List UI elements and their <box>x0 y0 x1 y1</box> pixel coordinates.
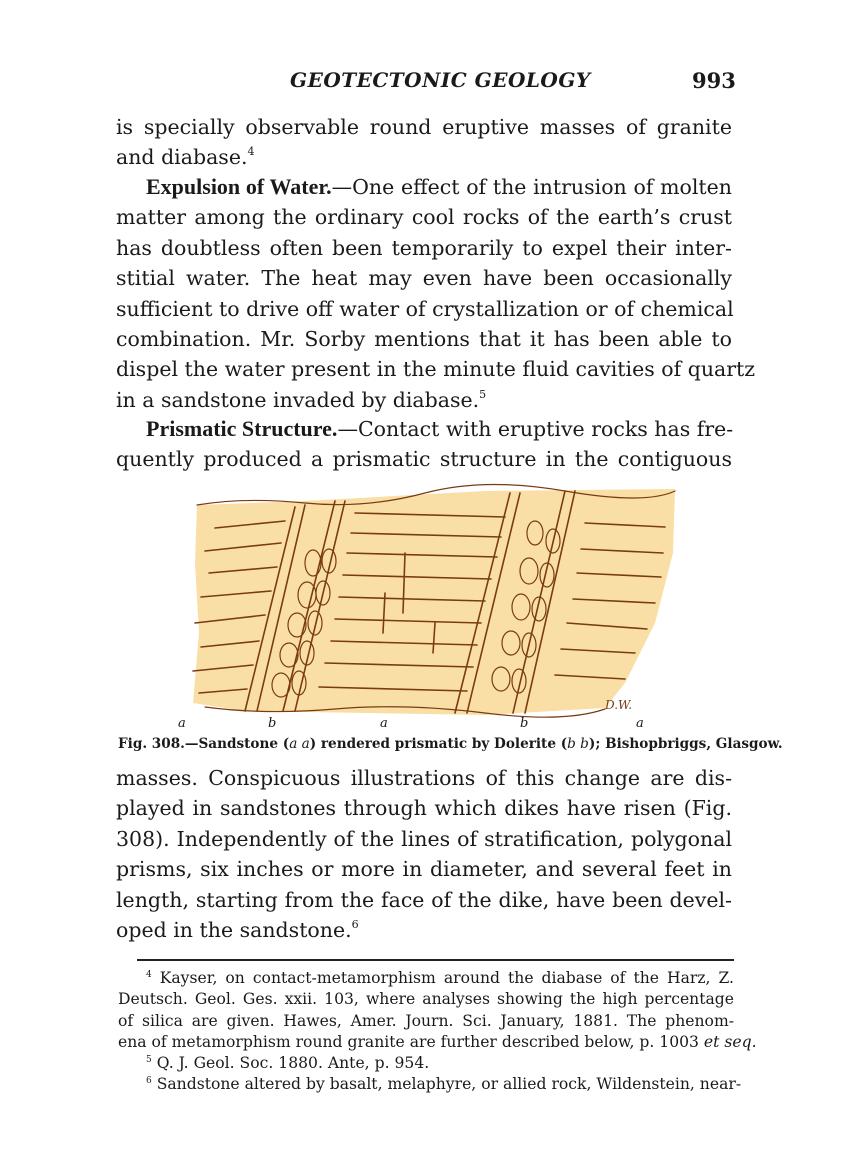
text-line: combination. Mr. Sorby mentions that it has been able to <box>116 326 732 351</box>
text-line <box>116 142 732 172</box>
text-line <box>116 385 732 415</box>
figure-label-a: a <box>636 716 644 731</box>
footnote-5 <box>118 1053 734 1074</box>
text-line <box>116 915 732 945</box>
artist-signature: D.W. <box>605 698 633 712</box>
text-line: prisms, six inches or more in diameter, and several feet in <box>116 857 732 882</box>
paragraph-granite <box>116 112 732 173</box>
figure-label-b: b <box>268 716 277 731</box>
text-line: length, starting from the face of the dike, have been devel- <box>116 887 732 912</box>
figure-308-illustration <box>185 483 685 721</box>
footnote-divider <box>137 959 734 961</box>
section-heading: Prismatic Structure. <box>146 416 338 441</box>
caption-text: ); Bishopbriggs, Glasgow. <box>588 736 783 752</box>
footnote-number: 4 <box>146 970 152 980</box>
footnote-line: Deutsch. Geol. Ges. xxii. 103, where analyses showing the high percentage <box>118 990 734 1009</box>
text-fragment: oped in the sandstone. <box>116 917 352 942</box>
figure-label-a: a <box>380 716 388 731</box>
text-line <box>116 414 732 444</box>
text-line: has doubtless often been temporarily to expel their inter- <box>116 235 732 260</box>
text-line: matter among the ordinary cool rocks of the earth’s crust <box>116 205 732 230</box>
figure-caption <box>118 736 783 752</box>
italic-text: et seq. <box>703 1032 757 1051</box>
caption-text: Fig. 308.—Sandstone ( <box>118 736 290 752</box>
paragraph-expulsion-of-water <box>116 172 756 415</box>
footnote-number: 6 <box>146 1076 152 1087</box>
text-line: stitial water. The heat may even have been occasionally <box>116 266 732 291</box>
text-fragment: in a sandstone invaded by diabase. <box>116 387 480 412</box>
caption-italic: a a <box>289 736 310 752</box>
text-fragment: —Contact with eruptive rocks has fre- <box>337 417 734 441</box>
footnote-line <box>118 1032 757 1053</box>
footnote-6 <box>118 1074 742 1095</box>
text-line: masses. Conspicuous illustrations of this change are dis- <box>116 766 732 790</box>
text-line: 308). Independently of the lines of stratification, polygonal <box>116 826 732 851</box>
footnote-ref[interactable]: 5 <box>479 387 487 401</box>
text-fragment: Kayser, on contact-metamorphism around the diabase of the Harz, Z. <box>159 969 734 987</box>
text-fragment: —One effect of the intrusion of molten <box>331 175 733 199</box>
caption-italic: b b <box>567 736 589 752</box>
text-line: quently produced a prismatic structure in the contiguous <box>116 447 732 472</box>
page-header <box>0 68 850 98</box>
text-line: dispel the water present in the minute fluid cavities of quartz <box>116 357 756 382</box>
footnote-number: 5 <box>146 1055 152 1066</box>
text-line: played in sandstones through which dikes have risen (Fig. <box>116 796 732 821</box>
figure-label-b: b <box>520 716 529 731</box>
page-number: 993 <box>692 68 736 93</box>
caption-text: ) rendered prismatic by Dolerite ( <box>309 736 568 752</box>
text-fragment: Q. J. Geol. Soc. 1880. Ante, p. 954. <box>156 1054 430 1073</box>
section-heading: Expulsion of Water. <box>146 174 332 199</box>
footnote-ref[interactable]: 6 <box>351 917 359 931</box>
figure-label-a: a <box>178 716 186 731</box>
text-line: sufficient to drive off water of crystallization or of chemical <box>116 296 734 321</box>
text-fragment: ena of metamorphism round granite are further described below, p. 1003 <box>118 1032 704 1051</box>
footnotes <box>118 968 757 1096</box>
text-fragment: and diabase. <box>116 145 248 170</box>
footnote-line: of silica are given. Hawes, Amer. Journ. Sci. January, 1881. The phenom- <box>118 1011 734 1030</box>
footnote-ref[interactable]: 4 <box>247 145 255 159</box>
running-title: GEOTECTONIC GEOLOGY <box>290 68 591 92</box>
paragraph-prismatic-structure <box>116 414 732 475</box>
text-line: is specially observable round eruptive masses of granite <box>116 115 732 139</box>
text-line <box>116 172 732 202</box>
figure-labels <box>0 716 850 734</box>
text-fragment: Sandstone altered by basalt, melaphyre, or allied rock, Wildenstein, near- <box>156 1075 742 1094</box>
footnote-4 <box>118 968 734 989</box>
paragraph-masses <box>116 763 732 945</box>
